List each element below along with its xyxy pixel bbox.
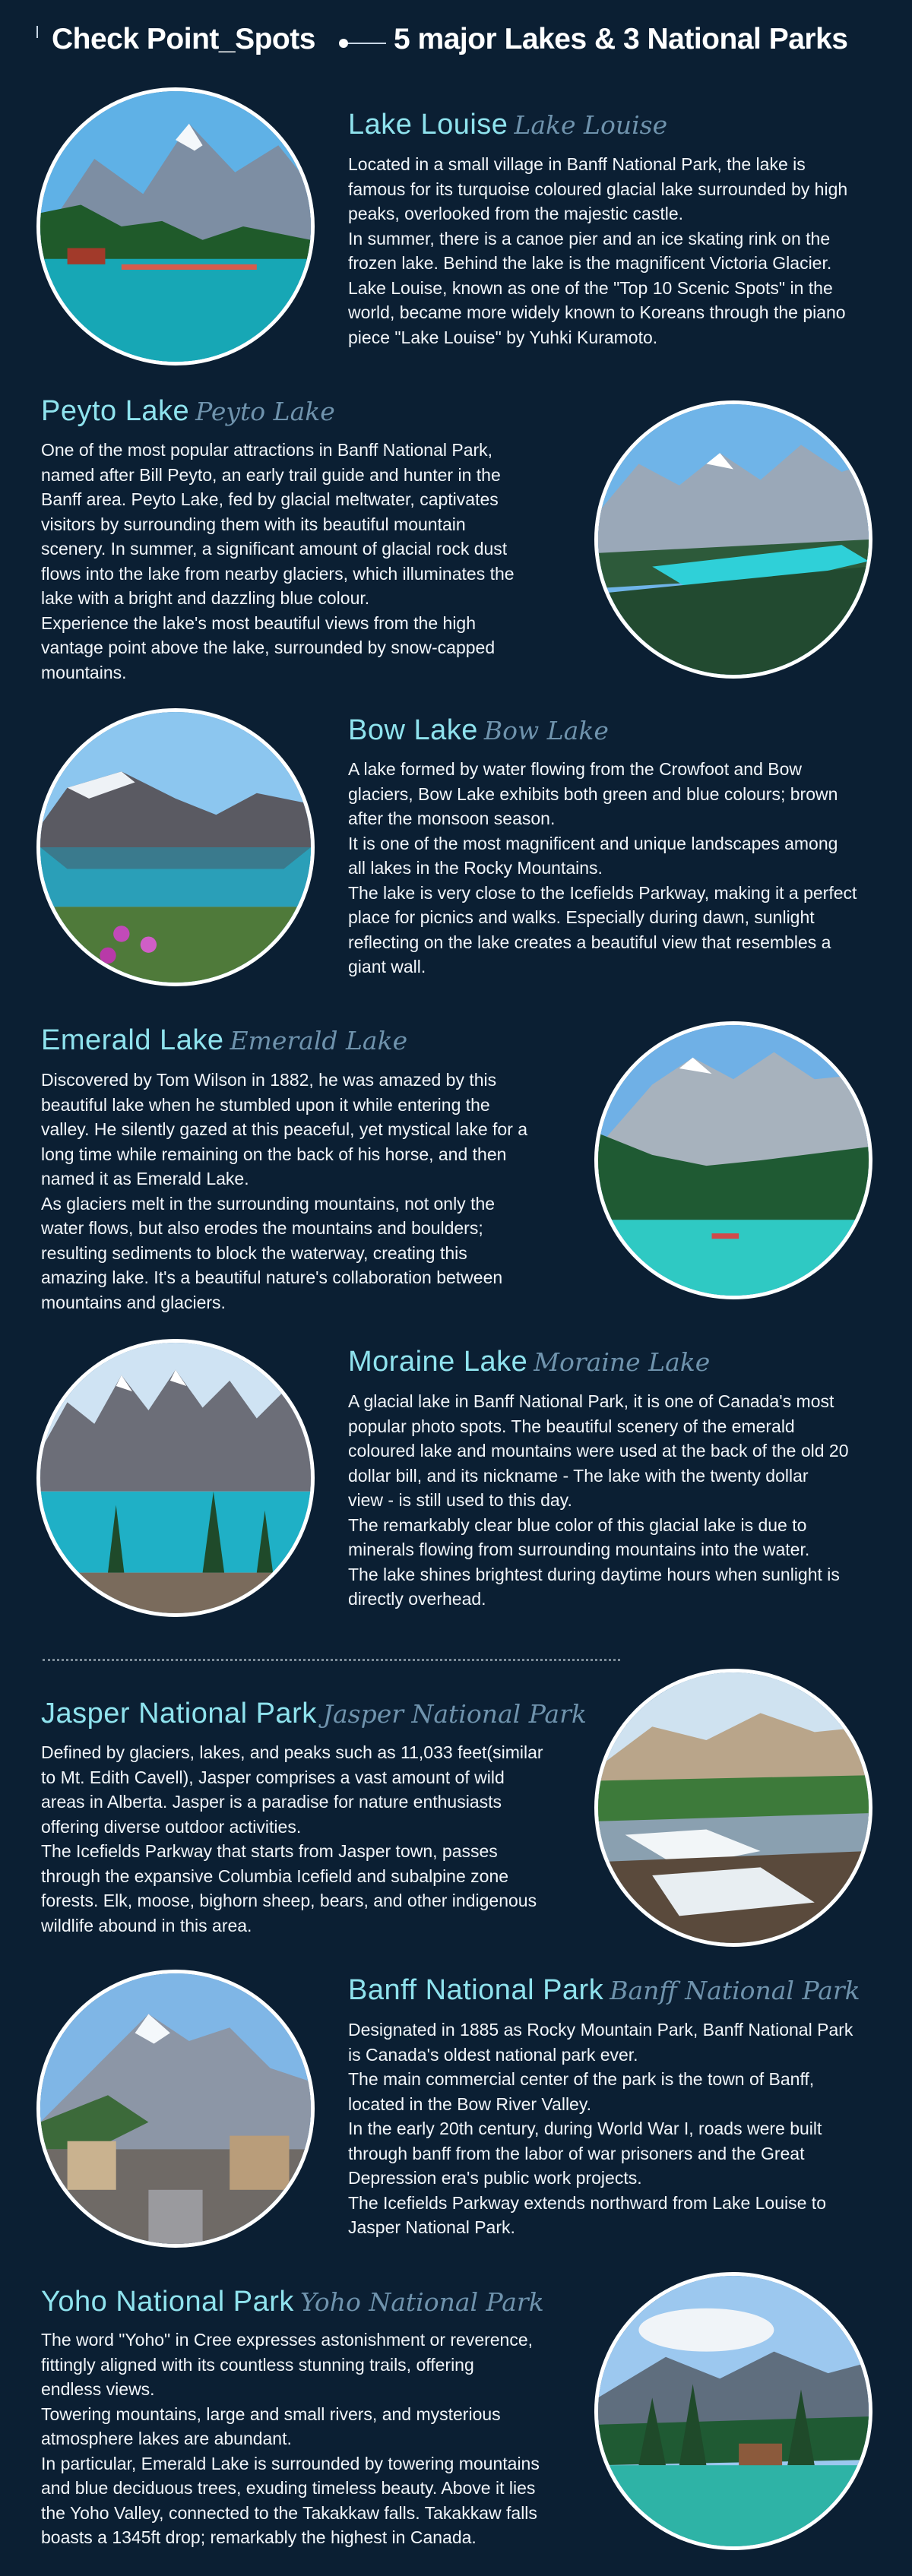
text-line: world, became more widely known to Koreans through the piano — [348, 302, 846, 322]
moraine-lake-photo — [36, 1339, 315, 1617]
page-header — [0, 0, 912, 84]
text-line: In summer, there is a canoe pier and an ice skating rink on the — [348, 228, 831, 248]
banff-title-script: Banff National Park — [610, 1976, 860, 2005]
moraine-lake-title — [348, 1347, 710, 1376]
emerald-lake-title — [41, 1026, 407, 1055]
text-line: view - is still used to this day. — [348, 1490, 572, 1510]
text-line: wildlife abound in this area. — [41, 1915, 252, 1935]
text-line: fittingly aligned with its countless stunning trails, offering — [41, 2354, 474, 2375]
peyto-lake-photo — [594, 400, 872, 679]
text-line: all lakes in the Rocky Mountains. — [348, 858, 603, 878]
text-line: Lake Louise, known as one of the "Top 10 Scenic Spots" in the — [348, 277, 833, 298]
text-line: the Yoho Valley, connected to the Takakkaw falls. Takakkaw falls — [41, 2502, 537, 2523]
yoho-photo — [594, 2272, 872, 2550]
text-line: areas in Alberta. Jasper is a paradise for nature enthusiasts — [41, 1792, 502, 1812]
yoho-title — [41, 2287, 544, 2316]
text-line: after the monsoon season. — [348, 809, 556, 828]
banff-photo — [36, 1970, 315, 2248]
lake-louise-description — [348, 152, 847, 350]
jasper-title-script: Jasper National Park — [322, 1699, 587, 1729]
text-line: Depression era's public work projects. — [348, 2168, 642, 2188]
dotted-divider — [43, 1659, 620, 1661]
bow-lake-title-script: Bow Lake — [483, 716, 609, 745]
text-line: atmosphere lakes are abundant. — [41, 2429, 292, 2448]
text-line: The main commercial center of the park is the town of Banff, — [348, 2069, 815, 2089]
text-line: The word "Yoho" in Cree expresses astonishment or reverence, — [41, 2330, 534, 2350]
text-line: glaciers, Bow Lake exhibits both green and blue colours; brown — [348, 783, 838, 804]
jasper-description — [41, 1740, 543, 1938]
bow-lake-photo — [36, 708, 315, 986]
bow-lake-title-main: Bow Lake — [348, 714, 478, 746]
text-line: resulting sediments to block the waterway, creating this — [41, 1242, 467, 1263]
text-line: famous for its turquoise coloured glacial lake surrounded by high — [348, 179, 848, 199]
text-line: forests. Elk, moose, bighorn sheep, bears, and other indigenous — [41, 1891, 537, 1910]
text-line: and blue deciduous trees, exuding timeless beauty. Above it lies — [41, 2478, 536, 2498]
moraine-lake-title-main: Moraine Lake — [348, 1346, 528, 1378]
header-right-title: 5 major Lakes & 3 National Parks — [394, 23, 848, 55]
text-line: The remarkably clear blue color of this glacial lake is due to — [348, 1514, 807, 1535]
text-line: The lake is very close to the Icefields Parkway, making it a perfect — [348, 882, 857, 903]
emerald-lake-description — [41, 1068, 527, 1315]
text-line: offering diverse outdoor activities. — [41, 1816, 302, 1837]
header-left-title: Check Point_Spots — [52, 23, 315, 55]
text-line: A glacial lake in Banff National Park, it is one of Canada's most — [348, 1391, 834, 1411]
text-line: In particular, Emerald Lake is surrounded by towering mountains — [41, 2453, 540, 2473]
text-line: directly overhead. — [348, 1589, 486, 1609]
text-line: Located in a small village in Banff National Park, the lake is — [348, 154, 806, 174]
text-line: scenery. In summer, a significant amount of glacial rock dust — [41, 539, 508, 559]
text-line: It is one of the most magnificent and unique landscapes among — [348, 833, 838, 853]
text-line: to Mt. Edith Cavell), Jasper comprises a vast amount of wild — [41, 1767, 505, 1787]
text-line: dollar bill, and its nickname - The lake with the twenty dollar — [348, 1465, 809, 1486]
text-line: valley. He silently gazed at this peaceful, yet mystical lake for a — [41, 1119, 528, 1139]
text-line: place for picnics and walks. Especially during dawn, sunlight — [348, 907, 815, 927]
emerald-lake-title-main: Emerald Lake — [41, 1024, 224, 1056]
jasper-title-main: Jasper National Park — [41, 1698, 317, 1729]
text-line: boasts a 1345ft drop; remarkably the highest in Canada. — [41, 2527, 477, 2547]
text-line: The Icefields Parkway that starts from Jasper town, passes — [41, 1841, 498, 1861]
text-line: giant wall. — [348, 957, 426, 976]
lake-louise-photo — [36, 87, 315, 366]
text-line: As glaciers melt in the surrounding mountains, not only the — [41, 1193, 496, 1214]
peyto-lake-description — [41, 438, 515, 685]
text-line: through banff from the labor of war prisoners and the Great — [348, 2143, 805, 2163]
bow-lake-title — [348, 716, 609, 745]
bow-lake-description — [348, 757, 857, 979]
text-line: minerals flowing from surrounding mountains into the water. — [348, 1540, 810, 1559]
text-line: The lake shines brightest during daytime hours when sunlight is — [348, 1564, 840, 1584]
peyto-lake-title-script: Peyto Lake — [195, 397, 335, 426]
lake-louise-title — [348, 110, 667, 139]
text-line: lake with a bright and dazzling blue colour. — [41, 588, 370, 608]
text-line: located in the Bow River Valley. — [348, 2093, 592, 2114]
text-line: piece "Lake Louise" by Yuhki Kuramoto. — [348, 327, 658, 347]
jasper-title — [41, 1699, 587, 1728]
text-line: Banff area. Peyto Lake, fed by glacial meltwater, captivates — [41, 489, 499, 509]
text-line: reflecting on the lake creates a beautiful view that resembles a — [348, 932, 831, 952]
text-line: One of the most popular attractions in Banff National Park, — [41, 440, 493, 460]
peyto-lake-title — [41, 397, 335, 426]
text-line: Discovered by Tom Wilson in 1882, he was amazed by this — [41, 1070, 497, 1090]
yoho-description — [41, 2328, 540, 2550]
moraine-lake-description — [348, 1389, 849, 1612]
emerald-lake-photo — [594, 1021, 872, 1299]
text-line: Defined by glaciers, lakes, and peaks such as 11,033 feet(similar — [41, 1742, 543, 1762]
text-line: mountains and glaciers. — [41, 1292, 226, 1312]
banff-title — [348, 1976, 860, 2005]
text-line: mountains. — [41, 662, 127, 682]
text-line: Jasper National Park. — [348, 2217, 515, 2237]
moraine-lake-title-script: Moraine Lake — [534, 1347, 711, 1377]
text-line: named after Bill Peyto, an early trail guide and hunter in the — [41, 464, 501, 485]
lake-louise-title-script: Lake Louise — [514, 110, 668, 140]
text-line: visitors by surrounding them with its beautiful mountain — [41, 514, 466, 534]
text-line: In the early 20th century, during World War I, roads were built — [348, 2119, 822, 2138]
banff-title-main: Banff National Park — [348, 1974, 604, 2006]
text-line: The Icefields Parkway extends northward from Lake Louise to — [348, 2192, 826, 2213]
header-tick — [36, 26, 38, 38]
yoho-title-main: Yoho National Park — [41, 2286, 294, 2318]
banff-description — [348, 2017, 853, 2240]
text-line: peaks, overlooked from the majestic castle. — [348, 204, 684, 223]
text-line: coloured lake and mountains were used at the back of the old 20 — [348, 1441, 849, 1460]
text-line: is Canada's oldest national park ever. — [348, 2044, 638, 2065]
text-line: water flows, but also erodes the mountains and boulders; — [41, 1218, 483, 1238]
text-line: endless views. — [41, 2379, 155, 2399]
text-line: vantage point above the lake, surrounded by snow-capped — [41, 638, 496, 657]
text-line: Designated in 1885 as Rocky Mountain Park, Banff National Park — [348, 2020, 853, 2040]
text-line: A lake formed by water flowing from the Crowfoot and Bow — [348, 759, 803, 779]
text-line: Experience the lake's most beautiful views from the high — [41, 612, 477, 633]
text-line: through the expansive Columbia Icefield and subalpine zone — [41, 1866, 509, 1886]
text-line: Towering mountains, large and small rivers, and mysterious — [41, 2404, 501, 2424]
text-line: named it as Emerald Lake. — [41, 1169, 249, 1188]
text-line: flows into the lake from nearby glaciers, which illuminates the — [41, 563, 515, 584]
peyto-lake-title-main: Peyto Lake — [41, 395, 190, 427]
yoho-title-script: Yoho National Park — [299, 2287, 544, 2317]
text-line: long time while remaining on the back of his horse, and then — [41, 1144, 507, 1164]
jasper-photo — [594, 1669, 872, 1947]
emerald-lake-title-script: Emerald Lake — [230, 1026, 408, 1055]
text-line: frozen lake. Behind the lake is the magnificent Victoria Glacier. — [348, 253, 832, 273]
header-connector-dot — [339, 39, 348, 48]
lake-louise-title-main: Lake Louise — [348, 109, 508, 141]
text-line: amazing lake. It's a beautiful nature's collaboration between — [41, 1267, 503, 1287]
text-line: popular photo spots. The beautiful scenery of the emerald — [348, 1416, 795, 1436]
text-line: beautiful lake when he stumbled upon it while entering the — [41, 1094, 490, 1115]
